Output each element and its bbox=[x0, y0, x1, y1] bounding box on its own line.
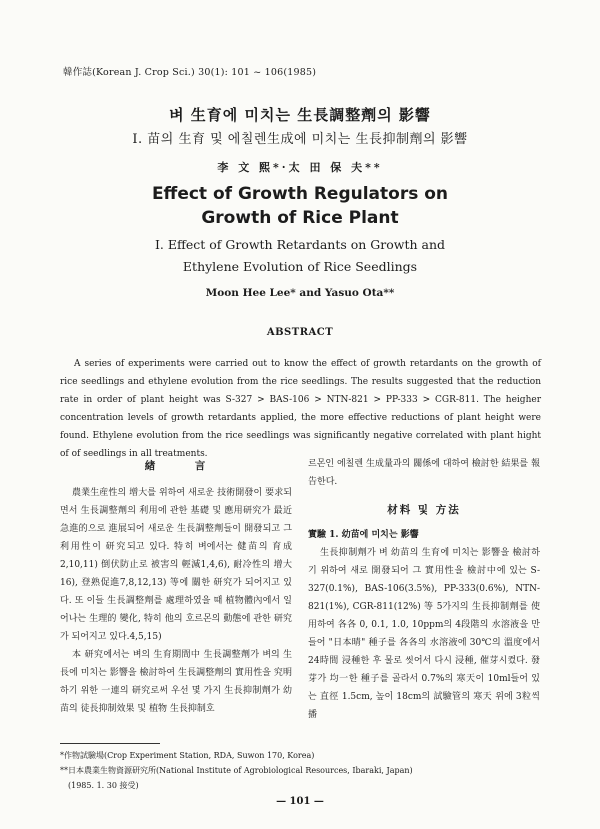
introduction-paragraph-1: 農業生産性의 增大를 위하여 새로운 技術開發이 要求되면서 生長調整劑의 利用에 관한 基礎 및 應用研究가 最近 急進的으로 進展되어 새로운 生長調整劑들이 開發되고 그 利用性이 研究되고 있다. 特히 벼에서는 健苗의 育成2,10,11) 倒伏防止로 被害의 輕減1,4,6), 耐冷性의 增大16), 登熟促進7,8,12,13) 等에 關한 研究가 되어지고 있다. 또 이들 生長調整劑를 處理하였을 때 植物體內에서 일어나는 生理的 變化, 特히 他의 호르몬의 動態에 관한 研究가 되어지고 있다.4,5,15) bbox=[60, 488, 292, 642]
left-column bbox=[60, 484, 292, 718]
right-column-intro bbox=[308, 455, 540, 491]
korean-authors: 李 文 熙*·太 田 保 夫** bbox=[217, 161, 383, 174]
english-subtitle-line-1: I. Effect of Growth Retardants on Growth and bbox=[154, 237, 446, 252]
footnote-2: **日本農業生物資源研究所(National Institute of Agrobiological Resources, Ibaraki, Japan) bbox=[60, 766, 413, 775]
methods-paragraph-1: 生長抑制劑가 벼 幼苗의 生育에 미치는 影響을 檢討하기 위하여 새로 開發되어 그 實用性을 檢討中에 있는 S-327(0.1%), BAS-106(3.5%), PP-333(0.6%), NTN-821(1%), CGR-811(12%) 等 5가지의 生長抑制劑를 使用하여 各各 0, 0.1, 1.0, 10ppm의 4段階의 水溶液을 만들어 "日本晴" 種子를 各各의 水溶液에 30℃의 溫度에서 24時間 浸種한 후 물로 씻어서 다시 浸種, 催芽시켰다. 發芽가 均一한 種子를 골라서 0.7%의 寒天이 10ml들어 있는 直徑 1.5cm, 높이 18cm의 試驗管의 寒天 위에 3粒씩 播 bbox=[308, 548, 540, 720]
korean-title: 벼 生育에 미치는 生長調整劑의 影響 bbox=[169, 106, 431, 124]
english-subtitle bbox=[0, 234, 600, 278]
footnote-1: *作物試驗場(Crop Experiment Station, RDA, Suwon 170, Korea) bbox=[60, 751, 315, 760]
english-title bbox=[0, 182, 600, 230]
english-subtitle-line-2: Ethylene Evolution of Rice Seedlings bbox=[182, 259, 418, 274]
english-title-line-2: Growth of Rice Plant bbox=[201, 208, 399, 228]
footnote-rule bbox=[60, 743, 160, 744]
footnotes bbox=[60, 748, 540, 793]
introduction-heading: 緖 言 bbox=[144, 460, 208, 472]
english-authors: Moon Hee Lee* and Yasuo Ota** bbox=[205, 287, 395, 299]
journal-reference: 韓作誌(Korean J. Crop Sci.) 30(1): 101 ~ 106(1985) bbox=[63, 67, 317, 78]
korean-subtitle: I. 苗의 生育 및 에칠렌生成에 미치는 生長抑制劑의 影響 bbox=[132, 132, 468, 147]
page-number: — 101 — bbox=[276, 796, 324, 807]
experiment-1-heading: 實驗 1. 幼苗에 미치는 影響 bbox=[308, 530, 419, 540]
introduction-paragraph-2: 本 研究에서는 벼의 生育期間中 生長調整劑가 벼의 生長에 미치는 影響을 檢討하여 生長調整劑의 實用性을 究明하기 위한 一連의 研究로써 우선 몇 가지 生長抑制劑가 幼苗의 徒長抑制效果 및 植物 生長抑制호 bbox=[60, 650, 292, 714]
footnote-3: (1985. 1. 30 接受) bbox=[68, 781, 139, 790]
right-column bbox=[308, 526, 540, 724]
english-title-line-1: Effect of Growth Regulators on bbox=[151, 184, 449, 204]
abstract-heading: ABSTRACT bbox=[266, 327, 334, 338]
abstract-text: A series of experiments were carried out to know the effect of growth retardants on the growth of rice seedlings and ethylene evolution from the rice seedlings. The results suggested that the reduction rate in order of plant height was S-327 > BAS-106 > NTN-821 > PP-333 > CGR-811. The heigher concentration levels of growth retardants applied, the more effective reductions of plant height were found. Ethylene evolution from the rice seedlings was significantly negative correlated with plant hight of of seedlings in all treatments. bbox=[60, 359, 541, 459]
introduction-continuation: 르몬인 에칠렌 生成量과의 關係에 대하여 檢討한 結果를 報告한다. bbox=[308, 459, 540, 487]
methods-heading: 材料 및 方法 bbox=[387, 504, 461, 516]
